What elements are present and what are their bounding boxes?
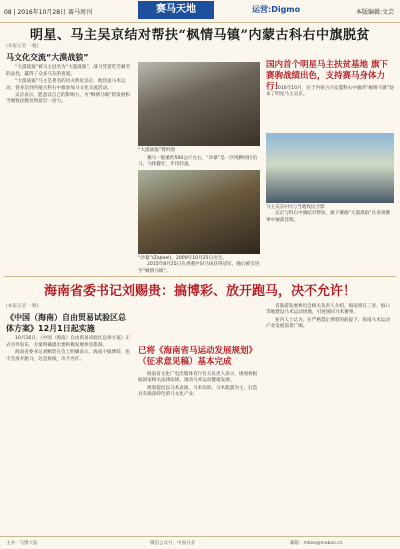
photo2-caption-block (138, 256, 260, 276)
article1-subhead: 马文化交流“大漠战狼” (6, 53, 89, 63)
section-divider (4, 276, 396, 277)
article2-right-paragraph: 业内人士认为，在严格禁止博彩的前提下，海南马术运动产业发展前景广阔。 (266, 317, 390, 330)
group-photo (266, 133, 394, 203)
article1-paragraph: “大漠战狼”马主是著名的功夫明星吴京，他热衷马术运动，曾多次到内蒙古科右中旗参加马文化交流活动。 (6, 79, 126, 91)
article2-paragraph: 10月16日，《中国（海南）自由贸易试验区总体方案》正式对外发布，方案明确提出要积极发展体育旅游。 (6, 336, 131, 348)
article1-middle-paragraph: 2015年8月25日在香港沙田马场获得冠军，随后被引进至“枫情马镇”。 (138, 262, 260, 274)
page-number: 08 | 2016年10月28日 赛马周刊 (4, 9, 92, 16)
article1-left-column (6, 44, 132, 276)
article1-headline: 明星、马主吴京结对帮扶“枫情马镇”内蒙古科右中旗脱贫 (30, 28, 370, 43)
article1-middle-paragraph: 赛马一般重约500公斤左右，“沙暴”是一匹纯种阿拉伯马，马体健壮，步伐轻盈。 (138, 156, 257, 168)
page-number-value: 08 (4, 9, 12, 16)
article1-paragraph: “大漠战狼”被马主冠名为“大漠战狼”，战马凭着吃苦耐劳的品性，赢得了众多马友的喜爱。 (6, 65, 131, 77)
group-photo-caption: 马主吴京(中)与当地牧民合影 (266, 205, 325, 210)
article2-byline: (本报记者 一帆) (6, 304, 39, 309)
article1-middle-text (138, 156, 260, 170)
article2-right-column (266, 304, 394, 332)
horse-photo (138, 62, 260, 146)
article2-box-paragraph: 规划提出以马术表演、马术培训、马术旅游为主，打造具有海南特色的马文化产业。 (138, 385, 258, 398)
footer-middle: 微信公众号：中国马业 (150, 541, 195, 546)
footer-left: 主办：马情人报 (6, 541, 38, 546)
page-header (0, 0, 400, 23)
article1-right-paragraph: 2016年10月，位于内蒙古兴安盟科右中旗的“枫情马镇”迎来了明星马主吴京。 (266, 86, 394, 98)
paper-name: 赛马周刊 (67, 9, 92, 16)
issue-date: 2016年10月28日 (17, 9, 67, 16)
article1-red-subhead: 国内首个明星马主扶贫基地 旗下赛驹战绩出色，支持赛马身体力行！ (266, 60, 388, 92)
photo1-caption: “大漠战狼”资料图 (138, 148, 175, 153)
photo2-caption: “沙暴”(Zabeel)，2000年10月25日出生。 (138, 256, 227, 261)
article1-byline: (本报记者 一帆) (6, 44, 39, 49)
page-footer (0, 536, 400, 549)
article1-paragraph: 吴京表示，愿意以自己的影响力，为“枫情马镇”的发展和当地牧民脱贫致富出一份力。 (6, 93, 131, 105)
article1-right-paragraph: 吴京与科右中旗结对帮扶，旗下赛驹“大漠战狼”在多项赛事中屡获佳绩。 (266, 211, 391, 223)
editor-credit: 本版编辑:文芸 (355, 9, 394, 16)
horse-photo-zabeel (138, 170, 260, 254)
article1-right-text (266, 86, 394, 100)
article2-box-paragraph: 海南省文化广电出版体育厅有关负责人表示，规划将根据国家相关法律法规，推动马术运动健康发展。 (138, 372, 258, 384)
brand-logo: 运营:Digmo (252, 5, 301, 14)
article2-headline: 海南省委书记刘赐贵：搞博彩、放开跑马，决不允许！ (43, 284, 356, 299)
article2-middle-column (138, 372, 258, 400)
article2-box-subhead: 已将《海南省马运动发展规划》（征求意见稿）基本完成 (138, 346, 258, 367)
edition-banner: 赛马天地 (138, 1, 214, 19)
article2-right-paragraph: 省旅游发展委员会相关负责人介绍，海南将在三亚、海口等地建设马术运动场地，引进国际马术赛事。 (266, 304, 390, 316)
article1-right-lower (266, 205, 394, 225)
article2-paragraph: 海南省委书记刘赐贵在会上明确表示，海南不搞博彩，也不会放开跑马，这是底线，决不允许。 (6, 350, 130, 362)
article2-left-column (6, 304, 132, 532)
footer-right: 邮箱：mbox@mabox.cn (290, 541, 343, 546)
article2-subhead: 《中国（海南）自由贸易试验区总体方案》12月1日起实施 (6, 313, 126, 334)
